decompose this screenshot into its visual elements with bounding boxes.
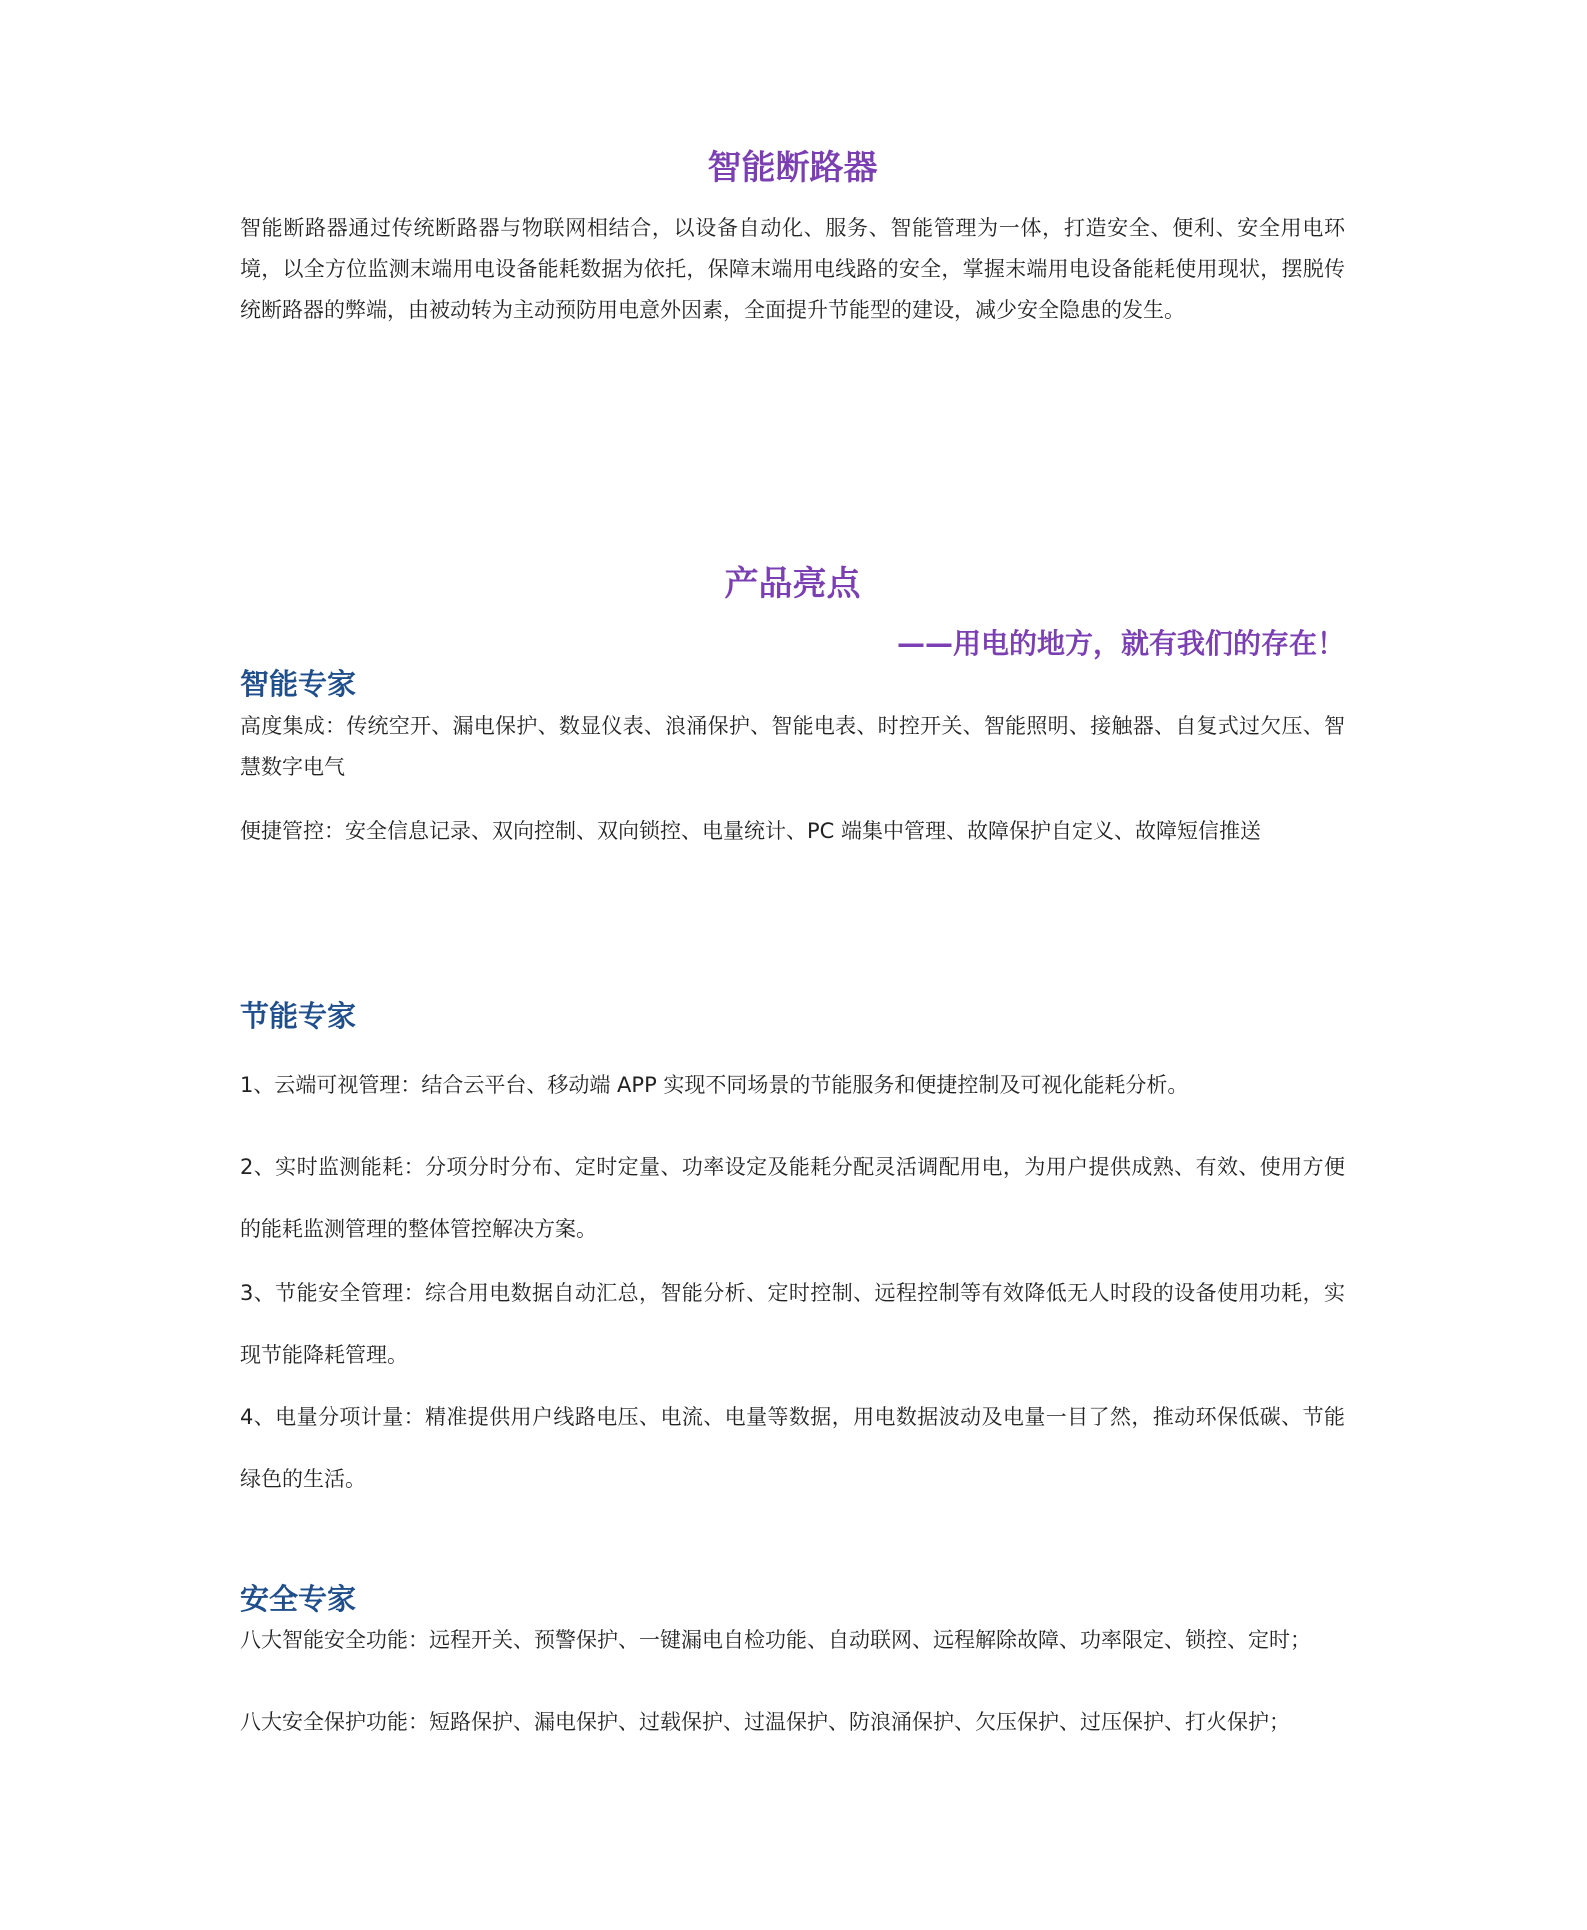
highlights-title: 产品亮点: [724, 564, 861, 604]
energy-expert-item: 3、节能安全管理：综合用电数据自动汇总，智能分析、定时控制、远程控制等有效降低无人时段的设备使用功耗，实现节能降耗管理。: [240, 1281, 1345, 1367]
energy-expert-item: 4、电量分项计量：精准提供用户线路电压、电流、电量等数据，用电数据波动及电量一目了然，推动环保低碳、节能绿色的生活。: [240, 1405, 1345, 1491]
smart-expert-item: 高度集成：传统空开、漏电保护、数显仪表、浪涌保护、智能电表、时控开关、智能照明、接触器、自复式过欠压、智慧数字电气: [240, 714, 1345, 779]
safety-expert-title: 安全专家: [240, 1582, 357, 1616]
breaker-intro: 智能断路器通过传统断路器与物联网相结合，以设备自动化、服务、智能管理为一体，打造安全、便利、安全用电环境，以全方位监测末端用电设备能耗数据为依托，保障末端用电线路的安全，掌握末端用电设备能耗使用现状，摆脱传统断路器的弊端，由被动转为主动预防用电意外因素，全面提升节能型的建设，减少安全隐患的发生。: [240, 216, 1345, 322]
smart-expert-title: 智能专家: [240, 667, 357, 701]
safety-expert-item: 八大智能安全功能：远程开关、预警保护、一键漏电自检功能、自动联网、远程解除故障、功率限定、锁控、定时；: [240, 1628, 1311, 1652]
safety-expert-item: 八大安全保护功能：短路保护、漏电保护、过载保护、过温保护、防浪涌保护、欠压保护、过压保护、打火保护；: [240, 1710, 1290, 1734]
smart-expert-item: 便捷管控：安全信息记录、双向控制、双向锁控、电量统计、PC 端集中管理、故障保护自定义、故障短信推送: [240, 819, 1261, 843]
energy-expert-item: 1、云端可视管理：结合云平台、移动端 APP 实现不同场景的节能服务和便捷控制及可视化能耗分析。: [240, 1073, 1189, 1097]
highlights-slogan: ——用电的地方，就有我们的存在！: [896, 627, 1345, 660]
breaker-title: 智能断路器: [707, 148, 878, 188]
energy-expert-item: 2、实时监测能耗：分项分时分布、定时定量、功率设定及能耗分配灵活调配用电，为用户提供成熟、有效、使用方便的能耗监测管理的整体管控解决方案。: [240, 1155, 1345, 1241]
energy-expert-title: 节能专家: [240, 999, 357, 1033]
